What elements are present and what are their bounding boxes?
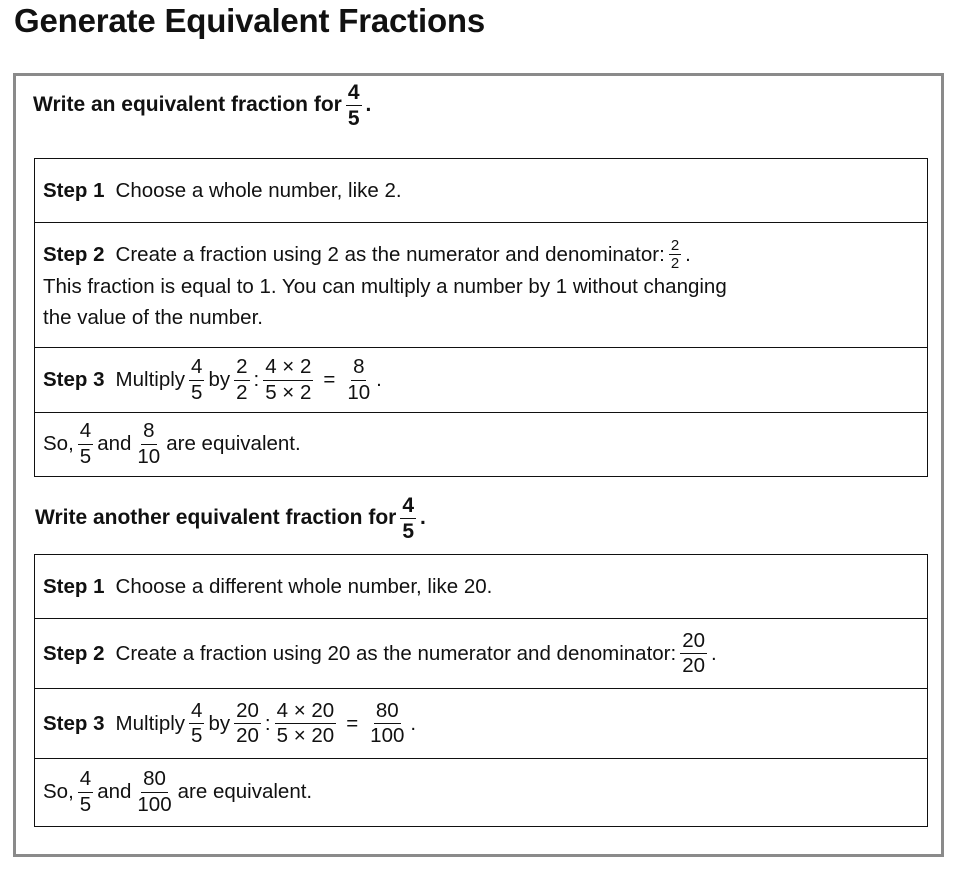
fraction-numerator: 4 <box>78 769 93 793</box>
step-period: . <box>410 711 417 735</box>
fraction-denominator: 2 <box>236 380 248 404</box>
step-period: . <box>711 641 717 665</box>
fraction-denominator: 20 <box>236 724 259 747</box>
step2-fraction <box>669 238 681 271</box>
fraction-numerator: 4 <box>189 357 204 381</box>
fraction-numerator: 80 <box>374 701 401 725</box>
heading-period: . <box>420 506 426 529</box>
fraction-4-5 <box>78 421 93 467</box>
by-word: by <box>208 368 231 391</box>
fraction-denominator: 10 <box>137 444 161 468</box>
multiplication-expression <box>263 357 313 403</box>
section1-heading <box>33 80 372 130</box>
multiply-word: Multiply <box>115 711 186 735</box>
fraction-denominator: 5 × 20 <box>276 724 335 747</box>
step-text: Choose a different whole number, like 20. <box>115 574 493 598</box>
step2-line2: This fraction is equal to 1. You can multiply a number by 1 without changing <box>43 274 727 298</box>
section1-heading-text: Write an equivalent fraction for <box>33 93 342 116</box>
and-word: and <box>97 432 132 455</box>
fraction-denominator: 5 <box>79 444 92 468</box>
step2-line1 <box>43 238 691 271</box>
fraction-4-5 <box>189 357 204 403</box>
fraction-denominator: 20 <box>682 654 706 677</box>
fraction-denominator: 100 <box>137 792 172 816</box>
page-title: Generate Equivalent Fractions <box>14 2 486 39</box>
step-label: Step 1 <box>43 178 105 202</box>
fraction-denominator: 5 <box>191 724 203 747</box>
section1-heading-fraction <box>346 82 362 129</box>
fraction-numerator: 8 <box>351 357 366 381</box>
step-text: Create a fraction using 20 as the numerator and denominator: <box>115 641 677 665</box>
fraction-denominator: 5 <box>79 792 92 816</box>
fraction-numerator: 4 <box>347 80 360 104</box>
fraction-denominator: 100 <box>370 724 405 747</box>
step-label: Step 2 <box>43 641 105 665</box>
section2-heading-fraction <box>400 495 416 542</box>
fraction-numerator: 20 <box>234 701 261 725</box>
section2-step2-row <box>35 619 927 689</box>
fraction-80-100 <box>135 769 173 815</box>
section2-steps-table <box>34 554 928 827</box>
fraction-denominator: 2 <box>670 254 680 272</box>
step-period: . <box>376 368 382 391</box>
fraction-denominator: 5 <box>402 519 415 543</box>
step2-fraction <box>680 628 707 677</box>
and-word: and <box>97 780 132 803</box>
so-word: So, <box>43 780 74 803</box>
colon: : <box>264 711 271 735</box>
fraction-8-10 <box>135 421 162 467</box>
section1-step2-row <box>35 223 927 348</box>
multiply-word: Multiply <box>115 368 186 391</box>
result-fraction <box>345 357 372 403</box>
section1-step1-row <box>35 159 927 223</box>
fraction-denominator: 5 <box>347 106 360 130</box>
fraction-numerator: 4 <box>189 701 204 725</box>
section2-heading-text: Write another equivalent fraction for <box>35 506 397 529</box>
section1-steps-table <box>34 158 928 477</box>
section2-step1-row <box>35 555 927 619</box>
section1-conclusion-row <box>35 413 927 475</box>
step-label: Step 3 <box>43 368 105 391</box>
fraction-numerator: 8 <box>141 421 156 445</box>
multiplication-expression <box>275 698 337 747</box>
equals-sign: = <box>323 368 336 391</box>
heading-period: . <box>365 93 372 116</box>
step-text: Create a fraction using 2 as the numerator and denominator: <box>115 242 665 266</box>
fraction-denominator: 5 × 2 <box>265 380 312 404</box>
section2-step3-row <box>35 689 927 759</box>
fraction-4-5 <box>78 769 93 815</box>
step2-line3: the value of the number. <box>43 305 263 329</box>
fraction-numerator: 20 <box>680 631 707 655</box>
fraction-20-20 <box>234 698 261 747</box>
fraction-numerator: 4 × 20 <box>275 701 337 725</box>
section1-step3-row <box>35 348 927 413</box>
fraction-denominator: 5 <box>191 380 203 404</box>
step-text: Choose a whole number, like 2. <box>115 178 402 202</box>
fraction-numerator: 4 <box>402 493 415 517</box>
section2-heading <box>35 493 426 543</box>
colon: : <box>253 368 260 391</box>
step-period: . <box>685 242 691 266</box>
equals-sign: = <box>346 711 359 735</box>
fraction-numerator: 2 <box>234 357 249 381</box>
conclusion-text: are equivalent. <box>166 432 301 455</box>
fraction-2-2 <box>234 357 249 403</box>
step-label: Step 2 <box>43 242 105 266</box>
fraction-numerator: 4 × 2 <box>263 357 313 381</box>
fraction-denominator: 10 <box>347 380 371 404</box>
conclusion-text: are equivalent. <box>177 780 313 803</box>
fraction-numerator: 2 <box>670 236 680 254</box>
by-word: by <box>208 711 231 735</box>
fraction-numerator: 80 <box>141 769 168 793</box>
step-label: Step 3 <box>43 711 105 735</box>
fraction-4-5 <box>189 698 204 747</box>
result-fraction <box>368 698 406 747</box>
step-label: Step 1 <box>43 574 105 598</box>
section2-conclusion-row <box>35 759 927 825</box>
so-word: So, <box>43 432 74 455</box>
fraction-numerator: 4 <box>78 421 93 445</box>
